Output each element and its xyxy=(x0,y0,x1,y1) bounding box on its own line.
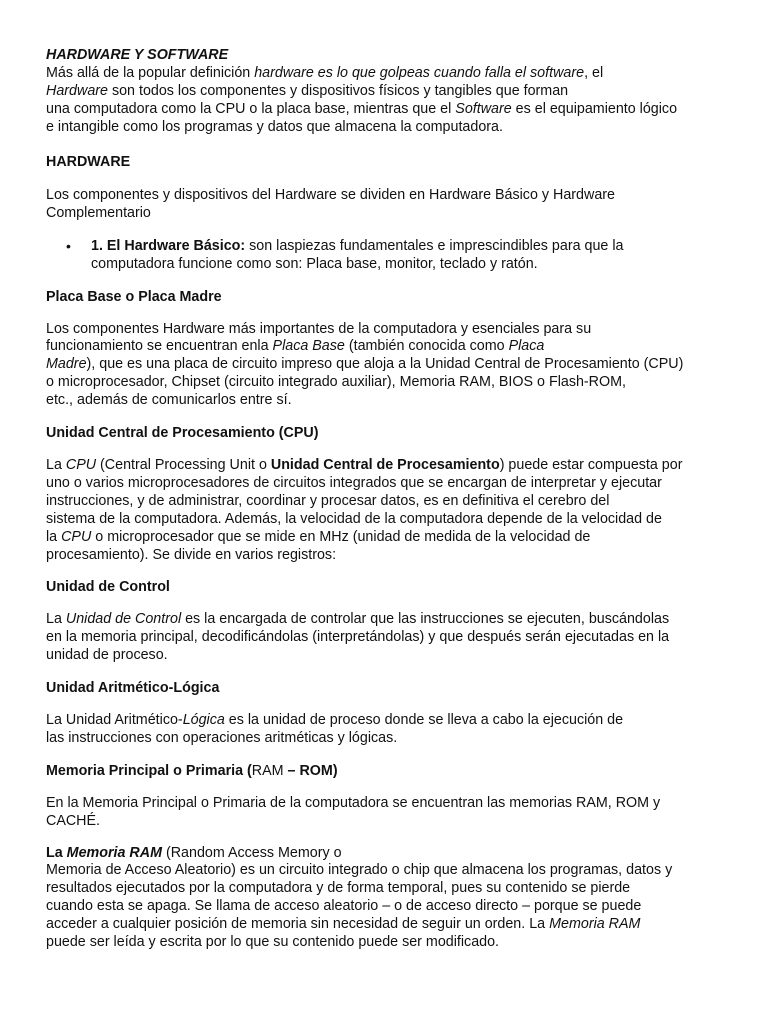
control-line-2: en la memoria principal, decodificándolas (interpretándolas) y que después serán ejecutadas en la xyxy=(46,629,670,645)
hardware-heading: HARDWARE xyxy=(46,154,131,170)
control-heading: Unidad de Control xyxy=(46,579,170,595)
placa-line-5: etc., además de comunicarlos entre sí. xyxy=(46,392,292,408)
cpu-heading: Unidad Central de Procesamiento (CPU) xyxy=(46,425,319,441)
placa-line-1: Los componentes Hardware más importantes de la computadora y esenciales para su xyxy=(46,321,592,337)
hardware-para-line-2: Complementario xyxy=(46,205,151,221)
placa-heading: Placa Base o Placa Madre xyxy=(46,289,222,305)
alu-line-2: las instrucciones con operaciones aritméticas y lógicas. xyxy=(46,730,398,746)
ram-line-3: resultados ejecutados por la computadora y de forma temporal, pues su contenido se pierde xyxy=(46,880,631,896)
alu-heading: Unidad Aritmético-Lógica xyxy=(46,680,220,696)
intro-line-1: Más allá de la popular definición hardware es lo que golpeas cuando falla el software, el xyxy=(46,65,604,81)
intro-line-2: Hardware son todos los componentes y dispositivos físicos y tangibles que forman xyxy=(46,83,569,99)
ram-line-2: Memoria de Acceso Aleatorio) es un circuito integrado o chip que almacena los programas, datos y xyxy=(46,862,673,878)
intro-line-4: e intangible como los programas y datos que almacena la computadora. xyxy=(46,119,503,135)
ram-line-1: La Memoria RAM (Random Access Memory o xyxy=(46,845,342,861)
control-line-1: La Unidad de Control es la encargada de controlar que las instrucciones se ejecuten, buscándolas xyxy=(46,611,670,627)
cpu-line-1: La CPU (Central Processing Unit o Unidad Central de Procesamiento) puede estar compuesta por xyxy=(46,457,683,473)
cpu-line-2: uno o varios microprocesadores de circuitos integrados que se encargan de interpretar y ejecutar xyxy=(46,475,662,491)
placa-line-2: funcionamiento se encuentran enla Placa Base (también conocida como Placa xyxy=(46,338,545,354)
ram-line-4: cuando esta se apaga. Se llama de acceso aleatorio – o de acceso directo – porque se puede xyxy=(46,898,642,914)
cpu-line-3: instrucciones, y de administrar, coordinar y procesar datos, es en definitiva el cerebro del xyxy=(46,493,610,509)
control-line-3: unidad de proceso. xyxy=(46,647,168,663)
ram-line-5: acceder a cualquier posición de memoria sin necesidad de seguir un orden. La Memoria RAM xyxy=(46,916,641,932)
cpu-line-5: la CPU o microprocesador que se mide en MHz (unidad de medida de la velocidad de xyxy=(46,529,591,545)
bullet-line-1: 1. El Hardware Básico: son laspiezas fundamentales e imprescindibles para que la xyxy=(91,238,624,254)
bullet-dot: • xyxy=(66,238,71,254)
hardware-para-line-1: Los componentes y dispositivos del Hardware se dividen en Hardware Básico y Hardware xyxy=(46,187,615,203)
placa-line-4: o microprocesador, Chipset (circuito integrado auxiliar), Memoria RAM, BIOS o Flash-ROM, xyxy=(46,374,627,390)
memoria-heading: Memoria Principal o Primaria (RAM – ROM) xyxy=(46,763,338,779)
cpu-line-6: procesamiento). Se divide en varios registros: xyxy=(46,547,337,563)
bullet-line-2: computadora funcione como son: Placa base, monitor, teclado y ratón. xyxy=(91,256,538,272)
placa-line-3: Madre), que es una placa de circuito impreso que aloja a la Unidad Central de Procesamiento (CPU) xyxy=(46,356,684,372)
cpu-line-4: sistema de la computadora. Además, la velocidad de la computadora depende de la velocidad de xyxy=(46,511,662,527)
memoria-line-2: CACHÉ. xyxy=(46,813,101,829)
alu-line-1: La Unidad Aritmético-Lógica es la unidad de proceso donde se lleva a cabo la ejecución de xyxy=(46,712,624,728)
memoria-line-1: En la Memoria Principal o Primaria de la computadora se encuentran las memorias RAM, ROM y xyxy=(46,795,661,811)
intro-line-3: una computadora como la CPU o la placa base, mientras que el Software es el equipamiento lógico xyxy=(46,101,678,117)
document-title: HARDWARE Y SOFTWARE xyxy=(46,47,229,63)
ram-line-6: puede ser leída y escrita por lo que su contenido puede ser modificado. xyxy=(46,934,500,950)
